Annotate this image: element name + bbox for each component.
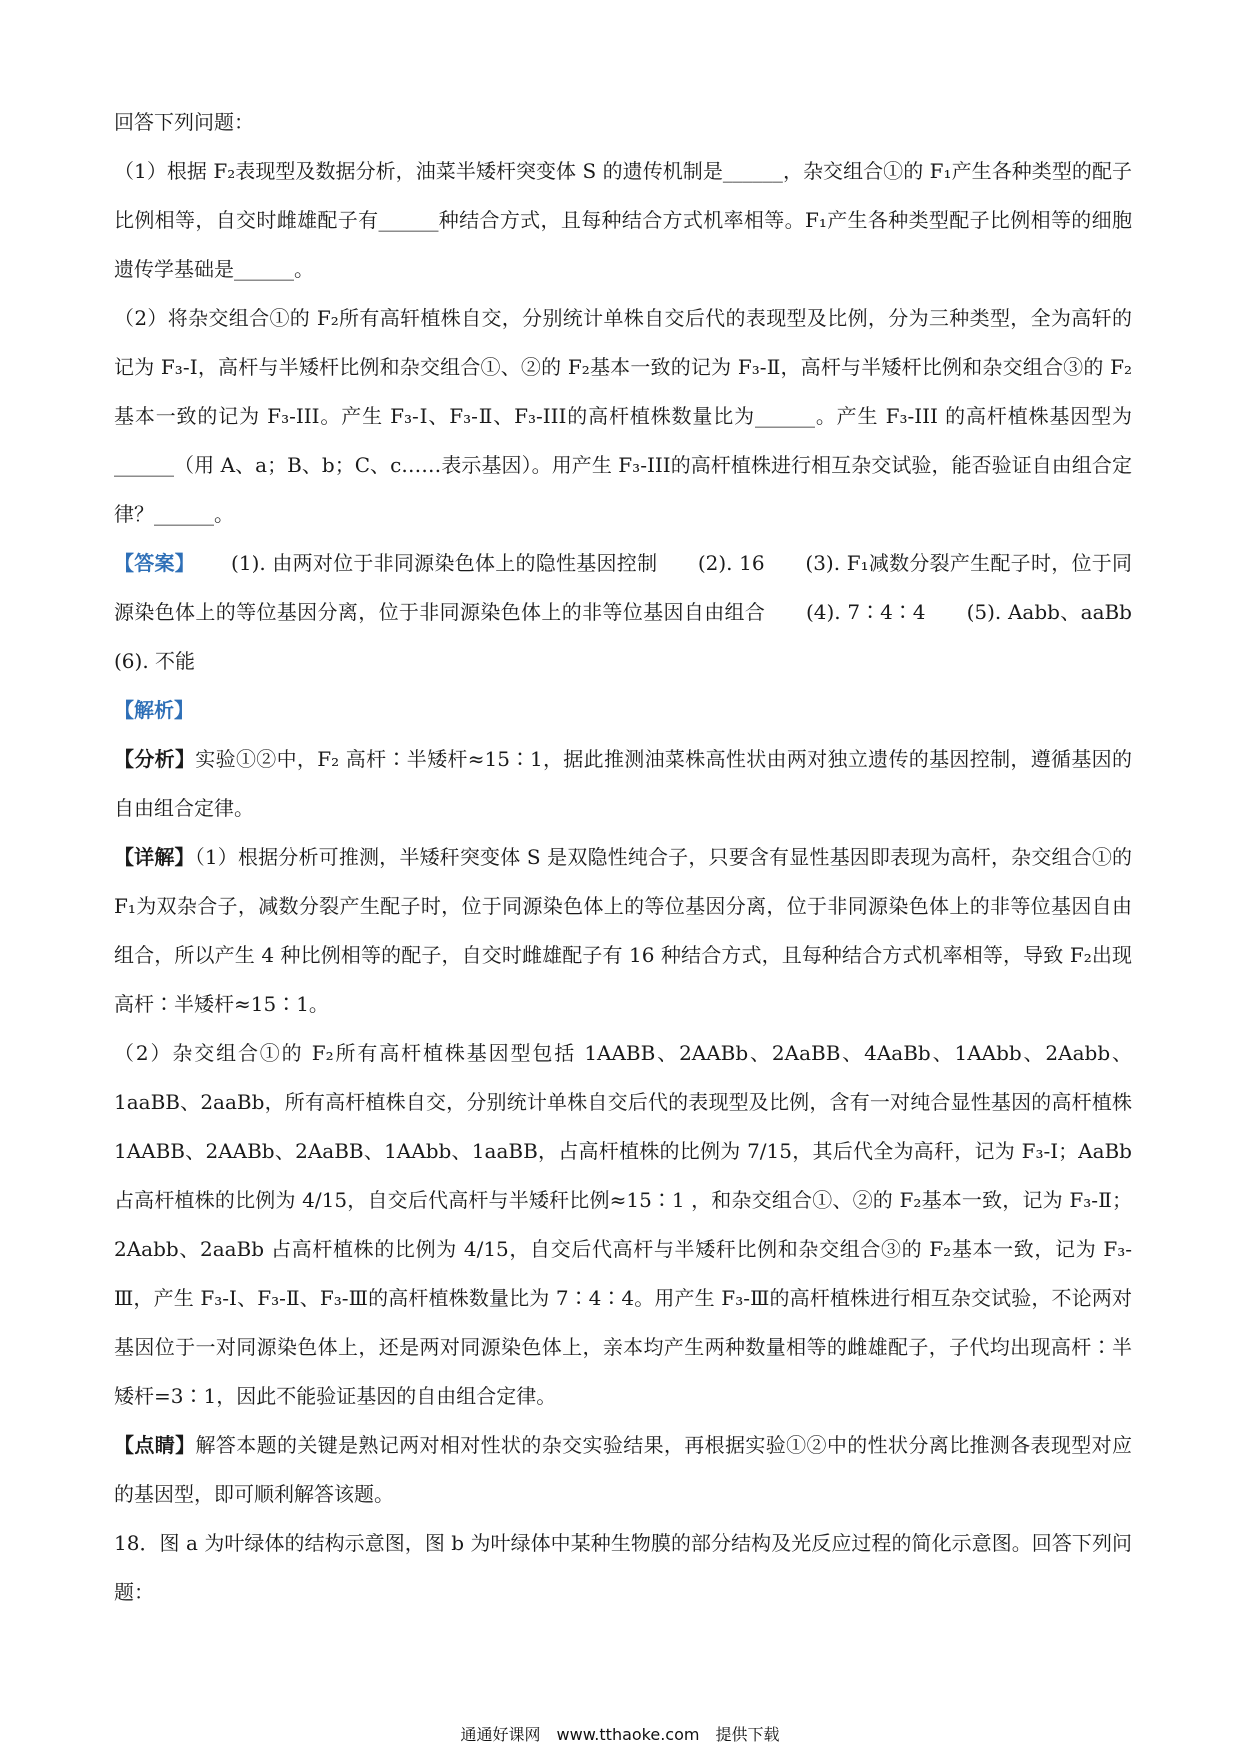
dianjing-text: 解答本题的关键是熟记两对相对性状的杂交实验结果，再根据实验①②中的性状分离比推测各表现型对应的基因型，即可顺利解答该题。 (114, 1433, 1133, 1506)
question-1: （1）根据 F₂表现型及数据分析，油菜半矮杆突变体 S 的遗传机制是______，杂交组合①的 F₁产生各种类型的配子比例相等，自交时雌雄配子有______种结合方式，且每种结合方式机率相等。F₁产生各种类型配子比例相等的细胞遗传学基础是______。 (114, 159, 1132, 281)
document-body (114, 98, 1172, 1617)
fenxi-text: 实验①②中，F₂ 高杆∶半矮杆≈15∶1，据此推测油菜株高性状由两对独立遗传的基因控制，遵循基因的自由组合定律。 (114, 747, 1133, 820)
xiangjie-tag: 【详解】 (114, 845, 195, 869)
xiangjie-paragraph-1 (114, 833, 1132, 1029)
answer-paragraph (114, 539, 1172, 686)
analysis-heading (114, 686, 1132, 735)
dianjing-paragraph (114, 1421, 1132, 1519)
intro-line: 回答下列问题： (114, 110, 254, 134)
dianjing-tag: 【点睛】 (114, 1433, 196, 1457)
question-2: （2）将杂交组合①的 F₂所有高轩植株自交，分别统计单株自交后代的表现型及比例，分为三种类型，全为高轩的记为 F₃-Ⅰ，高杆与半矮杆比例和杂交组合①、②的 F₂基本一致的记为 F₃-Ⅱ，高杆与半矮杆比例和杂交组合③的 F₂基本一致的记为 F₃-III。产生 F₃-Ⅰ、F₃-Ⅱ、F₃-III的高杆植株数量比为______。产生 F₃-III 的高杆植株基因型为______（用 A、a；B、b；C、c……表示基因）。用产生 F₃-III的高杆植株进行相互杂交试验，能否验证自由组合定律？______。 (114, 306, 1132, 526)
question-18: 18．图 a 为叶绿体的结构示意图，图 b 为叶绿体中某种生物膜的部分结构及光反应过程的简化示意图。回答下列问题： (114, 1531, 1132, 1604)
fenxi-tag: 【分析】 (114, 747, 196, 771)
xiangjie-text-1: （1）根据分析可推测，半矮秆突变体 S 是双隐性纯合子，只要含有显性基因即表现为高杆，杂交组合①的 F₁为双杂合子，减数分裂产生配子时，位于同源染色体上的等位基因分离，位于非同源染色体上的非等位基因自由组合，所以产生 4 种比例相等的配子，自交时雌雄配子有 16 种结合方式，且每种结合方式机率相等，导致 F₂出现高杆∶半矮杆≈15∶1。 (114, 845, 1133, 1016)
analysis-tag: 【解析】 (114, 698, 194, 722)
fenxi-paragraph (114, 735, 1132, 833)
answer-tag: 【答案】 (114, 551, 196, 575)
page-footer: 通通好课网 www.tthaoke.com 提供下载 (460, 1725, 780, 1744)
xiangjie-paragraph-2: （2）杂交组合①的 F₂所有高杆植株基因型包括 1AABB、2AABb、2AaBB、4AaBb、1AAbb、2Aabb、1aaBB、2aaBb，所有高杆植株自交，分别统计单株自交后代的表现型及比例，含有一对纯合显性基因的高杆植株 1AABB、2AABb、2AaBB、1AAbb、1aaBB，占高杆植株的比例为 7/15，其后代全为高秆，记为 F₃-I；AaBb 占高杆植株的比例为 4/15，自交后代高杆与半矮秆比例≈15∶1 ，和杂交组合①、②的 F₂基本一致，记为 F₃-Ⅱ；2Aabb、2aaBb 占高杆植株的比例为 4/15，自交后代高杆与半矮秆比例和杂交组合③的 F₂基本一致，记为 F₃-Ⅲ，产生 F₃-I、F₃-Ⅱ、F₃-Ⅲ的高杆植株数量比为 7∶4∶4。用产生 F₃-Ⅲ的高杆植株进行相互杂交试验，不论两对基因位于一对同源染色体上，还是两对同源染色体上，亲本均产生两种数量相等的雌雄配子，子代均出现高杆∶半矮杆=3∶1，因此不能验证基因的自由组合定律。 (114, 1041, 1132, 1408)
answer-text: (1). 由两对位于非同源染色体上的隐性基因控制 (2). 16 (3). F₁减数分裂产生配子时，位于同源染色体上的等位基因分离，位于非同源染色体上的非等位基因自由组合 (4). 7∶4∶4 (5). Aabb、aaBb (6). 不能 (114, 551, 1172, 673)
